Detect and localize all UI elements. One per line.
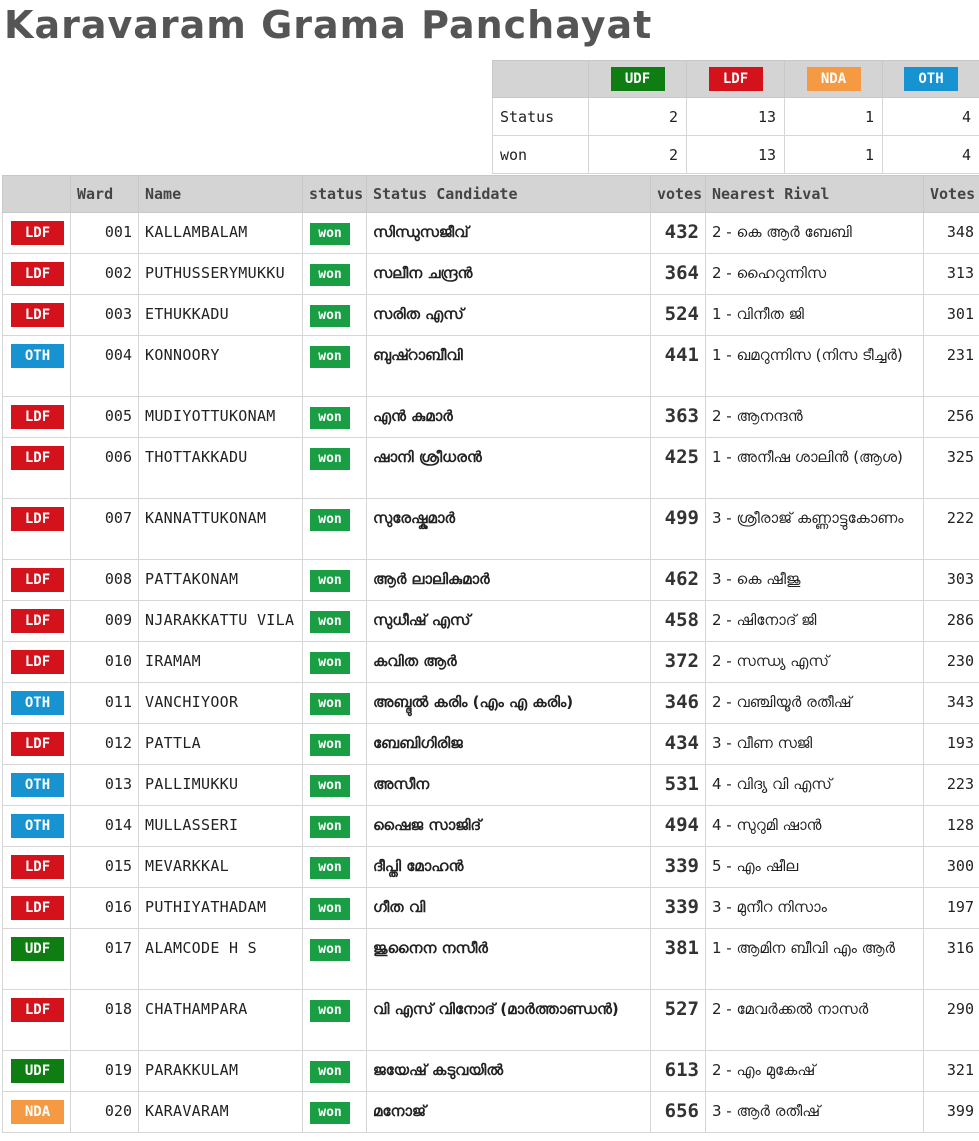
ward-name: IRAMAM — [139, 642, 303, 683]
rival-votes: 316 — [924, 929, 979, 990]
col-header-status: status — [303, 176, 367, 213]
party-cell — [3, 601, 71, 642]
winner-votes: 499 — [651, 499, 706, 560]
party-badge: LDF — [11, 998, 64, 1022]
winning-candidate: അസീന — [367, 765, 651, 806]
party-cell — [3, 560, 71, 601]
winner-votes: 381 — [651, 929, 706, 990]
winner-votes: 372 — [651, 642, 706, 683]
ward-number: 009 — [71, 601, 139, 642]
ward-name: CHATHAMPARA — [139, 990, 303, 1051]
ward-number: 006 — [71, 438, 139, 499]
winner-votes: 346 — [651, 683, 706, 724]
ward-name: PATTAKONAM — [139, 560, 303, 601]
party-cell — [3, 336, 71, 397]
won-badge: won — [310, 775, 350, 797]
ward-name: NJARAKKATTU VILA — [139, 601, 303, 642]
rival-votes: 313 — [924, 254, 979, 295]
winning-candidate: വി എസ് വിനോദ് (മാർത്താണ്ഡൻ) — [367, 990, 651, 1051]
nearest-rival: 2 - വഞ്ചിയൂർ രതീഷ് — [706, 683, 924, 724]
summary-header-row — [493, 61, 979, 98]
summary-count: 2 — [589, 98, 687, 136]
table-row — [3, 724, 979, 765]
rival-votes: 325 — [924, 438, 979, 499]
party-cell — [3, 724, 71, 765]
winning-candidate: സിന്ധുസജീവ് — [367, 213, 651, 254]
party-badge: UDF — [611, 67, 665, 91]
winner-votes: 613 — [651, 1051, 706, 1092]
nearest-rival: 2 - മേവർക്കൽ നാസർ — [706, 990, 924, 1051]
ward-number: 018 — [71, 990, 139, 1051]
table-row — [3, 990, 979, 1051]
summary-row-label: won — [493, 136, 589, 174]
won-badge: won — [310, 693, 350, 715]
winning-candidate: കവിത ആർ — [367, 642, 651, 683]
nearest-rival: 1 - വിനീത ജി — [706, 295, 924, 336]
summary-party-ldf — [687, 61, 785, 98]
nearest-rival: 5 - എം ഷീല — [706, 847, 924, 888]
won-badge: won — [310, 509, 350, 531]
nearest-rival: 4 - സുറുമി ഷാൻ — [706, 806, 924, 847]
ward-number: 003 — [71, 295, 139, 336]
ward-results-table — [2, 175, 979, 1133]
party-badge: LDF — [11, 221, 64, 245]
ward-number: 017 — [71, 929, 139, 990]
summary-count: 2 — [589, 136, 687, 174]
winning-candidate: ജയേഷ് കടുവയിൽ — [367, 1051, 651, 1092]
table-row — [3, 683, 979, 724]
rival-votes: 197 — [924, 888, 979, 929]
party-cell — [3, 929, 71, 990]
nearest-rival: 2 - ഹൈറുന്നിസ — [706, 254, 924, 295]
party-cell — [3, 806, 71, 847]
nearest-rival: 2 - എം മുകേഷ് — [706, 1051, 924, 1092]
col-header-name: Name — [139, 176, 303, 213]
party-cell — [3, 254, 71, 295]
winning-candidate: ഷാനി ശ്രീധരൻ — [367, 438, 651, 499]
status-cell — [303, 929, 367, 990]
rival-votes: 286 — [924, 601, 979, 642]
party-cell — [3, 888, 71, 929]
table-row — [3, 254, 979, 295]
ward-name: PATTLA — [139, 724, 303, 765]
status-cell — [303, 397, 367, 438]
nearest-rival: 2 - സന്ധ്യ എസ് — [706, 642, 924, 683]
col-header-candidate: Status Candidate — [367, 176, 651, 213]
table-row — [3, 560, 979, 601]
party-cell — [3, 295, 71, 336]
status-cell — [303, 724, 367, 765]
status-cell — [303, 806, 367, 847]
party-badge: LDF — [11, 405, 64, 429]
winner-votes: 494 — [651, 806, 706, 847]
party-badge: LDF — [11, 262, 64, 286]
table-row — [3, 1051, 979, 1092]
won-badge: won — [310, 898, 350, 920]
ward-number: 013 — [71, 765, 139, 806]
rival-votes: 231 — [924, 336, 979, 397]
ward-name: ALAMCODE H S — [139, 929, 303, 990]
won-badge: won — [310, 407, 350, 429]
party-cell — [3, 213, 71, 254]
ward-name: PUTHIYATHADAM — [139, 888, 303, 929]
won-badge: won — [310, 611, 350, 633]
status-cell — [303, 888, 367, 929]
table-row — [3, 499, 979, 560]
winner-votes: 462 — [651, 560, 706, 601]
won-badge: won — [310, 734, 350, 756]
won-badge: won — [310, 1102, 350, 1124]
ward-number: 012 — [71, 724, 139, 765]
summary-row-label: Status — [493, 98, 589, 136]
winner-votes: 531 — [651, 765, 706, 806]
party-badge: NDA — [11, 1100, 64, 1124]
rival-votes: 303 — [924, 560, 979, 601]
party-badge: LDF — [709, 67, 763, 91]
ward-number: 015 — [71, 847, 139, 888]
winning-candidate: ആർ ലാലികുമാർ — [367, 560, 651, 601]
won-badge: won — [310, 857, 350, 879]
rival-votes: 343 — [924, 683, 979, 724]
winner-votes: 339 — [651, 847, 706, 888]
rival-votes: 222 — [924, 499, 979, 560]
table-row — [3, 929, 979, 990]
party-cell — [3, 1092, 71, 1133]
nearest-rival: 3 - ശ്രീരാജ് കണ്ണാട്ടുകോണം — [706, 499, 924, 560]
summary-party-udf — [589, 61, 687, 98]
status-cell — [303, 499, 367, 560]
party-cell — [3, 642, 71, 683]
status-cell — [303, 765, 367, 806]
party-cell — [3, 1051, 71, 1092]
status-cell — [303, 847, 367, 888]
ward-name: MUDIYOTTUKONAM — [139, 397, 303, 438]
party-badge: NDA — [807, 67, 861, 91]
status-cell — [303, 560, 367, 601]
summary-count: 4 — [883, 136, 979, 174]
table-row — [3, 888, 979, 929]
ward-number: 016 — [71, 888, 139, 929]
party-badge: OTH — [11, 691, 64, 715]
status-cell — [303, 254, 367, 295]
nearest-rival: 3 - കെ ഷീജു — [706, 560, 924, 601]
won-badge: won — [310, 264, 350, 286]
rival-votes: 193 — [924, 724, 979, 765]
ward-number: 014 — [71, 806, 139, 847]
status-cell — [303, 642, 367, 683]
rival-votes: 348 — [924, 213, 979, 254]
party-badge: LDF — [11, 303, 64, 327]
rival-votes: 399 — [924, 1092, 979, 1133]
party-badge: UDF — [11, 937, 64, 961]
winner-votes: 339 — [651, 888, 706, 929]
winning-candidate: അബ്ദുൽ കരിം (എം എ കരിം) — [367, 683, 651, 724]
ward-number: 007 — [71, 499, 139, 560]
rival-votes: 290 — [924, 990, 979, 1051]
table-row — [3, 642, 979, 683]
ward-name: KARAVARAM — [139, 1092, 303, 1133]
status-cell — [303, 683, 367, 724]
won-badge: won — [310, 346, 350, 368]
summary-row-status — [493, 98, 979, 136]
summary-party-oth — [883, 61, 979, 98]
summary-corner — [493, 61, 589, 98]
status-cell — [303, 295, 367, 336]
nearest-rival: 4 - വിദ്യ വി എസ് — [706, 765, 924, 806]
status-cell — [303, 336, 367, 397]
ward-name: ETHUKKADU — [139, 295, 303, 336]
party-badge: LDF — [11, 568, 64, 592]
rival-votes: 321 — [924, 1051, 979, 1092]
rival-votes: 301 — [924, 295, 979, 336]
nearest-rival: 1 - ആമിന ബീവി എം ആർ — [706, 929, 924, 990]
nearest-rival: 3 - മുനീറ നിസാം — [706, 888, 924, 929]
ward-number: 008 — [71, 560, 139, 601]
winner-votes: 363 — [651, 397, 706, 438]
party-badge: OTH — [11, 773, 64, 797]
ward-name: PUTHUSSERYMUKKU — [139, 254, 303, 295]
table-row — [3, 1092, 979, 1133]
won-badge: won — [310, 305, 350, 327]
rival-votes: 128 — [924, 806, 979, 847]
party-badge: LDF — [11, 732, 64, 756]
table-row — [3, 601, 979, 642]
col-header-votes: votes — [651, 176, 706, 213]
col-header-rival-votes: Votes — [924, 176, 979, 213]
winner-votes: 527 — [651, 990, 706, 1051]
table-row — [3, 438, 979, 499]
won-badge: won — [310, 816, 350, 838]
ward-name: PARAKKULAM — [139, 1051, 303, 1092]
col-header-party — [3, 176, 71, 213]
winning-candidate: മനോജ് — [367, 1092, 651, 1133]
status-cell — [303, 990, 367, 1051]
winning-candidate: ബുഷ്റാബീവി — [367, 336, 651, 397]
party-cell — [3, 499, 71, 560]
ward-name: THOTTAKKADU — [139, 438, 303, 499]
winning-candidate: ബേബിഗിരിജ — [367, 724, 651, 765]
ward-number: 019 — [71, 1051, 139, 1092]
winning-candidate: ജുനൈന നസീർ — [367, 929, 651, 990]
ward-number: 002 — [71, 254, 139, 295]
won-badge: won — [310, 448, 350, 470]
won-badge: won — [310, 1061, 350, 1083]
winner-votes: 364 — [651, 254, 706, 295]
ward-name: KONNOORY — [139, 336, 303, 397]
winning-candidate: സുരേഷ്കുമാർ — [367, 499, 651, 560]
status-cell — [303, 1092, 367, 1133]
status-cell — [303, 1051, 367, 1092]
summary-count: 1 — [785, 136, 883, 174]
party-badge: LDF — [11, 609, 64, 633]
won-badge: won — [310, 939, 350, 961]
nearest-rival: 2 - കെ ആർ ബേബി — [706, 213, 924, 254]
winner-votes: 458 — [651, 601, 706, 642]
party-cell — [3, 438, 71, 499]
nearest-rival: 3 - വീണ സജി — [706, 724, 924, 765]
ward-number: 011 — [71, 683, 139, 724]
col-header-rival: Nearest Rival — [706, 176, 924, 213]
winner-votes: 524 — [651, 295, 706, 336]
summary-count: 13 — [687, 98, 785, 136]
winner-votes: 434 — [651, 724, 706, 765]
winning-candidate: എൻ കുമാർ — [367, 397, 651, 438]
col-header-ward: Ward — [71, 176, 139, 213]
party-badge: LDF — [11, 896, 64, 920]
won-badge: won — [310, 1000, 350, 1022]
winner-votes: 432 — [651, 213, 706, 254]
ward-number: 010 — [71, 642, 139, 683]
status-cell — [303, 601, 367, 642]
ward-name: KALLAMBALAM — [139, 213, 303, 254]
winning-candidate: സരിത എസ് — [367, 295, 651, 336]
summary-row-won — [493, 136, 979, 174]
party-badge: OTH — [11, 344, 64, 368]
ward-number: 001 — [71, 213, 139, 254]
party-badge: OTH — [11, 814, 64, 838]
table-row — [3, 397, 979, 438]
nearest-rival: 2 - ആനന്ദൻ — [706, 397, 924, 438]
summary-count: 13 — [687, 136, 785, 174]
won-badge: won — [310, 652, 350, 674]
rival-votes: 256 — [924, 397, 979, 438]
party-badge: LDF — [11, 855, 64, 879]
party-badge: UDF — [11, 1059, 64, 1083]
rival-votes: 300 — [924, 847, 979, 888]
ward-number: 005 — [71, 397, 139, 438]
status-cell — [303, 213, 367, 254]
summary-count: 1 — [785, 98, 883, 136]
ward-name: MEVARKKAL — [139, 847, 303, 888]
ward-name: PALLIMUKKU — [139, 765, 303, 806]
winner-votes: 425 — [651, 438, 706, 499]
party-badge: LDF — [11, 650, 64, 674]
nearest-rival: 1 - അനീഷ ശാലിൻ (ആശ) — [706, 438, 924, 499]
party-badge: LDF — [11, 507, 64, 531]
party-cell — [3, 683, 71, 724]
nearest-rival: 2 - ഷിനോദ് ജി — [706, 601, 924, 642]
table-row — [3, 295, 979, 336]
party-cell — [3, 765, 71, 806]
party-badge: LDF — [11, 446, 64, 470]
winning-candidate: ഗീത വി — [367, 888, 651, 929]
winner-votes: 656 — [651, 1092, 706, 1133]
status-cell — [303, 438, 367, 499]
party-cell — [3, 847, 71, 888]
ward-name: VANCHIYOOR — [139, 683, 303, 724]
winning-candidate: ദീപ്തി മോഹൻ — [367, 847, 651, 888]
rival-votes: 230 — [924, 642, 979, 683]
winning-candidate: സുധീഷ് എസ് — [367, 601, 651, 642]
won-badge: won — [310, 570, 350, 592]
table-row — [3, 806, 979, 847]
party-cell — [3, 990, 71, 1051]
page-title: Karavaram Grama Panchayat — [4, 3, 653, 47]
rival-votes: 223 — [924, 765, 979, 806]
table-row — [3, 213, 979, 254]
summary-party-nda — [785, 61, 883, 98]
party-cell — [3, 397, 71, 438]
party-summary-table — [492, 60, 979, 174]
summary-count: 4 — [883, 98, 979, 136]
ward-number: 020 — [71, 1092, 139, 1133]
results-body — [3, 213, 979, 1133]
table-row — [3, 847, 979, 888]
party-badge: OTH — [904, 67, 958, 91]
ward-number: 004 — [71, 336, 139, 397]
ward-name: MULLASSERI — [139, 806, 303, 847]
winning-candidate: സലീന ചന്ദ്രൻ — [367, 254, 651, 295]
nearest-rival: 3 - ആർ രതീഷ് — [706, 1092, 924, 1133]
ward-name: KANNATTUKONAM — [139, 499, 303, 560]
won-badge: won — [310, 223, 350, 245]
winning-candidate: ഷൈജ സാജിദ് — [367, 806, 651, 847]
results-header-row — [3, 176, 979, 213]
table-row — [3, 765, 979, 806]
winner-votes: 441 — [651, 336, 706, 397]
table-row — [3, 336, 979, 397]
nearest-rival: 1 - ഖമറുന്നിസ (നിസ ടീച്ചർ) — [706, 336, 924, 397]
